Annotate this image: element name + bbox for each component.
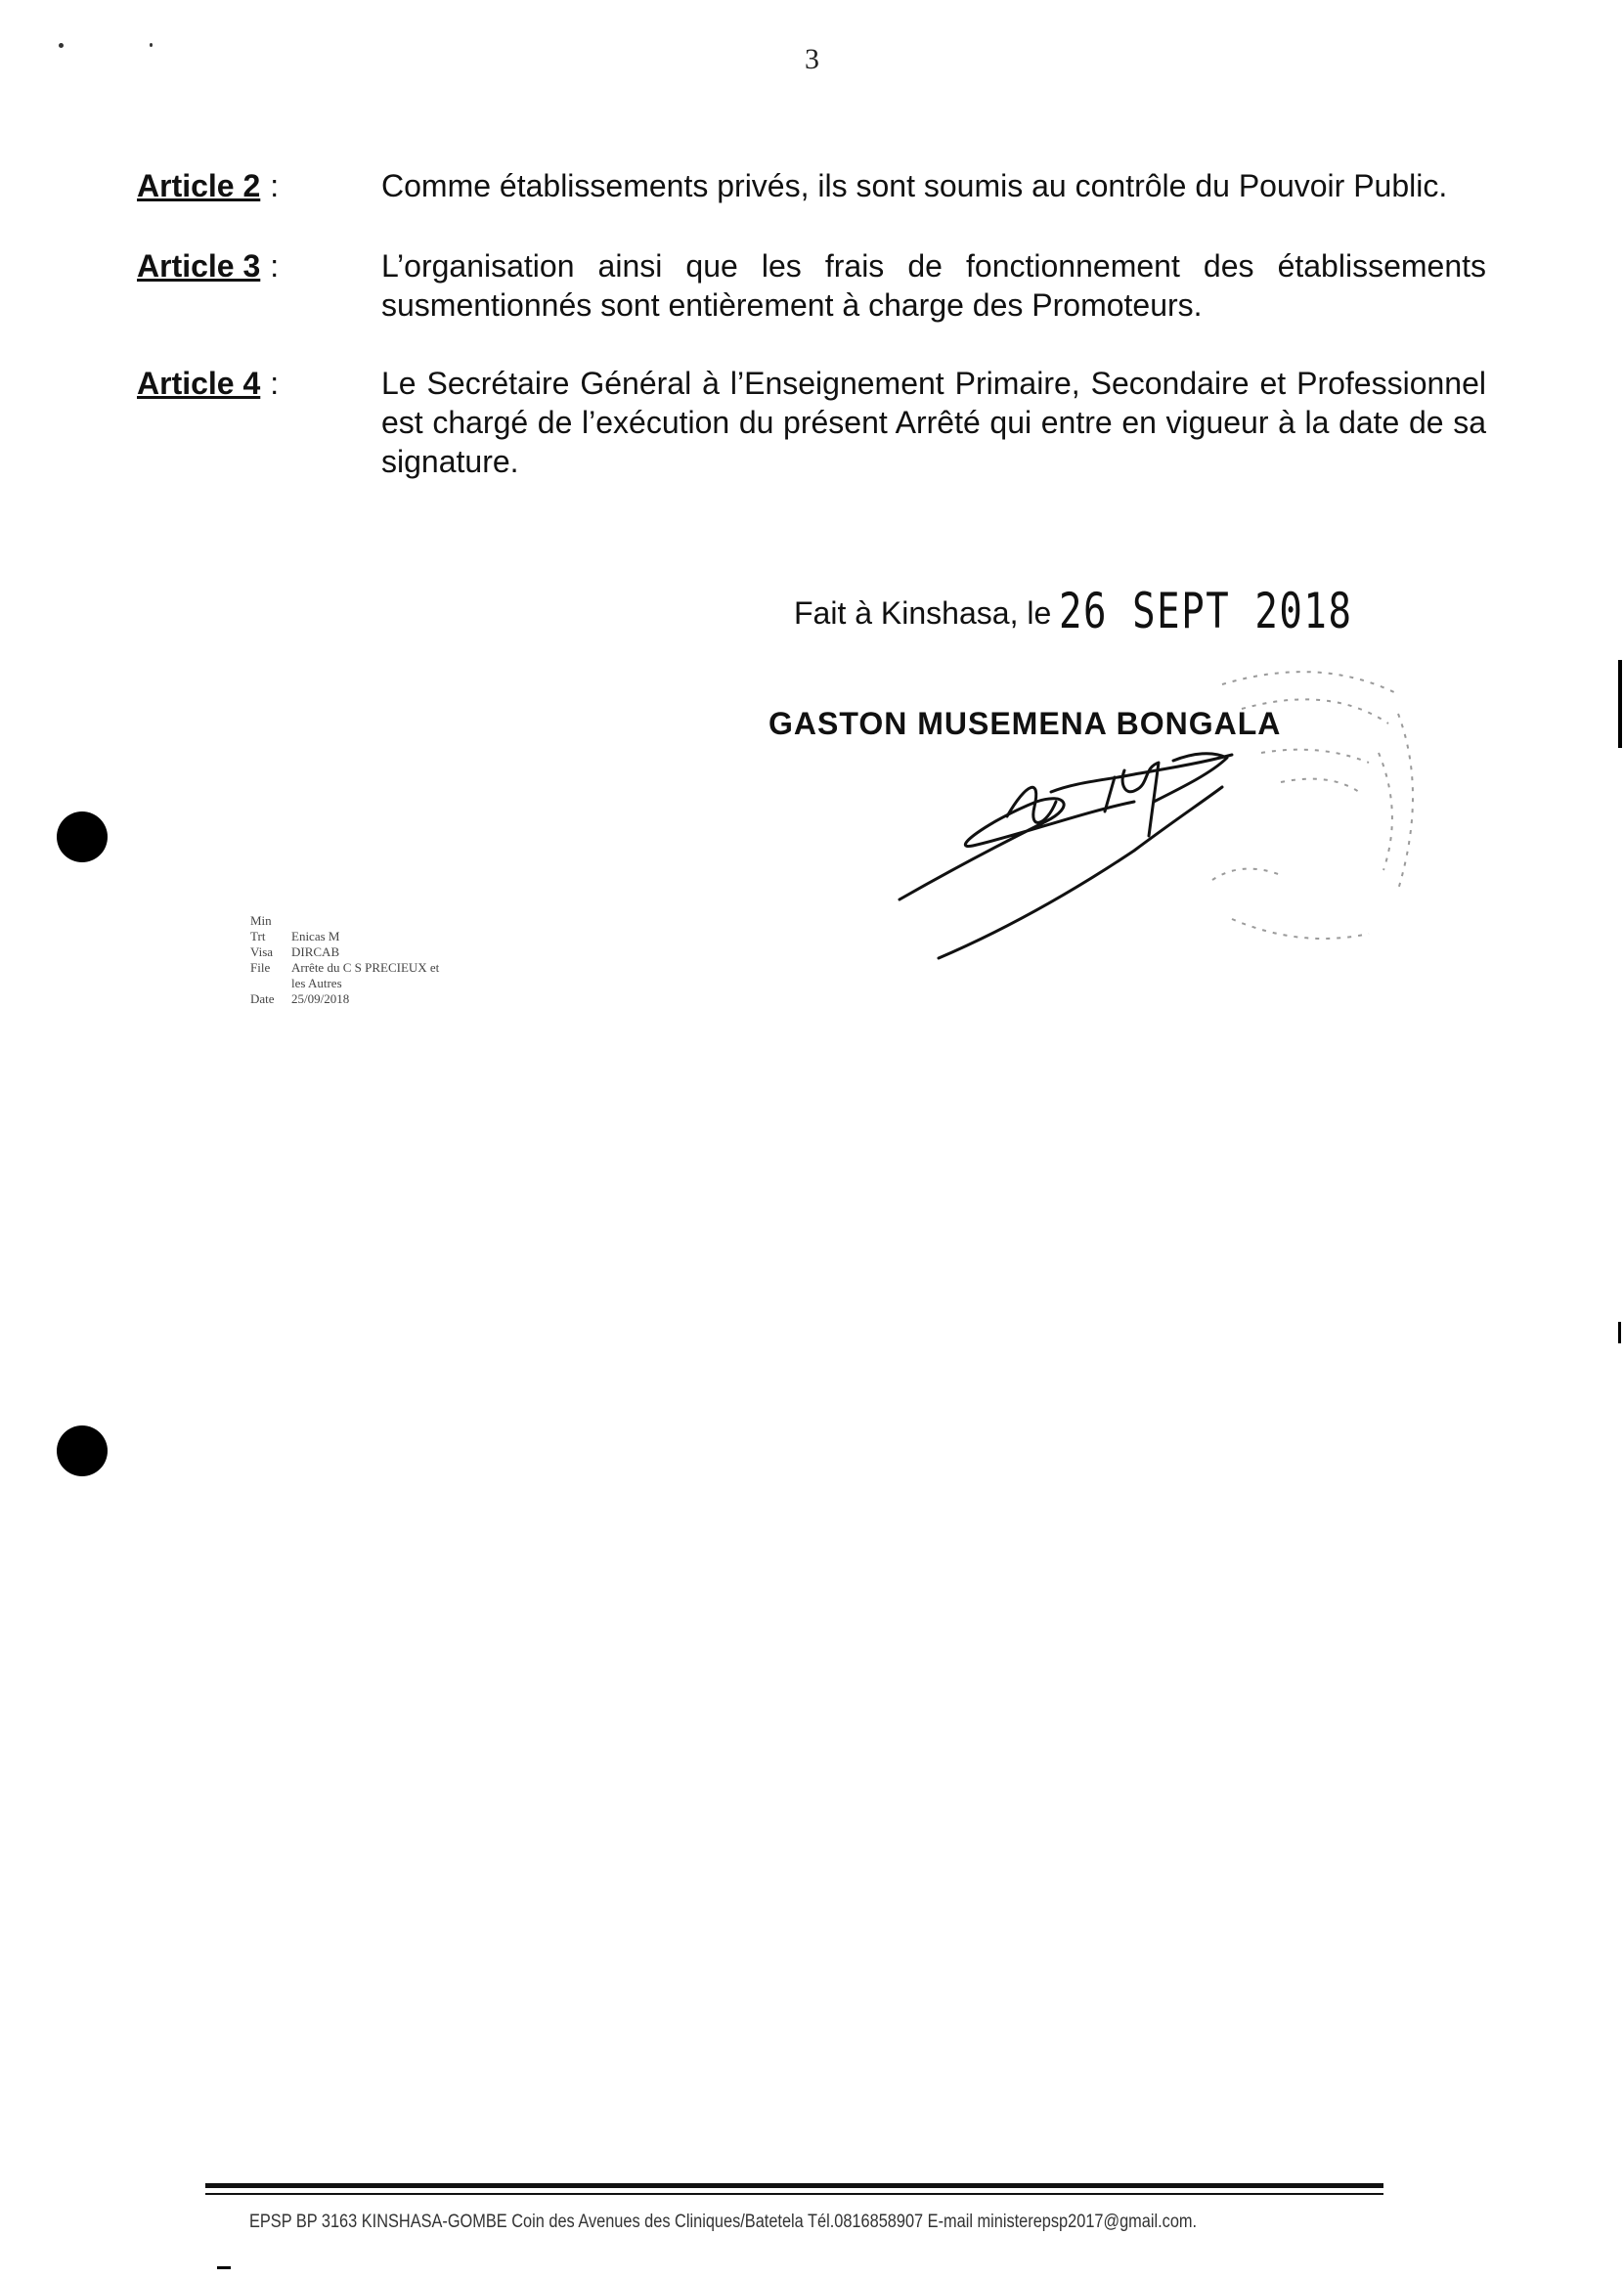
article-text: Le Secrétaire Général à l’Enseignement Primaire, Secondaire et Professionnel est chargé de l’exécution du présent Arrêté qui entre en vigueur à la date de sa signature. [381,366,1486,479]
file-meta-value: les Autres [291,976,342,990]
file-meta-row [250,929,439,944]
footer-rule [205,2183,1383,2188]
article-colon: : [270,248,280,284]
file-meta-row [250,991,439,1007]
file-meta-key: Visa [250,944,274,959]
article-name: Article 4 [137,366,261,401]
punch-hole [57,811,108,862]
article-label [137,166,372,205]
file-reference-block [250,913,439,1007]
file-meta-key [250,976,291,991]
file-meta-key: Date [250,991,275,1006]
article-colon: : [270,168,280,203]
file-meta-row [250,944,439,960]
page-number: 3 [805,43,819,75]
file-meta-value: 25/09/2018 [291,991,350,1006]
file-meta-value: Enicas M [291,929,340,943]
place-text: Fait à Kinshasa, le [794,595,1052,631]
scan-edge-mark [1618,660,1622,748]
article-text: L’organisation ainsi que les frais de fonctionnement des établissements susmentionnés sont entièrement à charge des Promoteurs. [381,248,1486,323]
file-meta-key: Min [250,913,272,928]
file-meta-row [250,960,439,976]
handwritten-signature [880,665,1271,978]
article-text: Comme établissements privés, ils sont soumis au contrôle du Pouvoir Public. [381,168,1448,203]
place-and-date [794,583,1435,639]
file-meta-row [250,976,439,991]
file-meta-value: DIRCAB [291,944,340,959]
scan-edge-mark [1618,1322,1621,1343]
scan-edge-mark [217,2266,231,2269]
article-name: Article 2 [137,168,261,203]
article-label [137,364,372,403]
footer-address: EPSP BP 3163 KINSHASA-GOMBE Coin des Avenues des Cliniques/Batetela Tél.0816858907 E-mail ministerepsp2017@gmail.com. [249,2212,1198,2232]
punch-hole [57,1425,108,1476]
file-meta-row [250,913,439,929]
signatory-name: GASTON MUSEMENA BONGALA [768,706,1282,741]
file-meta-value: Arrête du C S PRECIEUX et [291,960,440,975]
article-colon: : [270,366,280,401]
article-name: Article 3 [137,248,261,284]
footer-rule [205,2193,1383,2195]
date-stamp: 26 SEPT 2018 [1059,583,1353,639]
article-label [137,246,372,285]
file-meta-key: Trt [250,929,266,943]
file-meta-key: File [250,960,271,975]
